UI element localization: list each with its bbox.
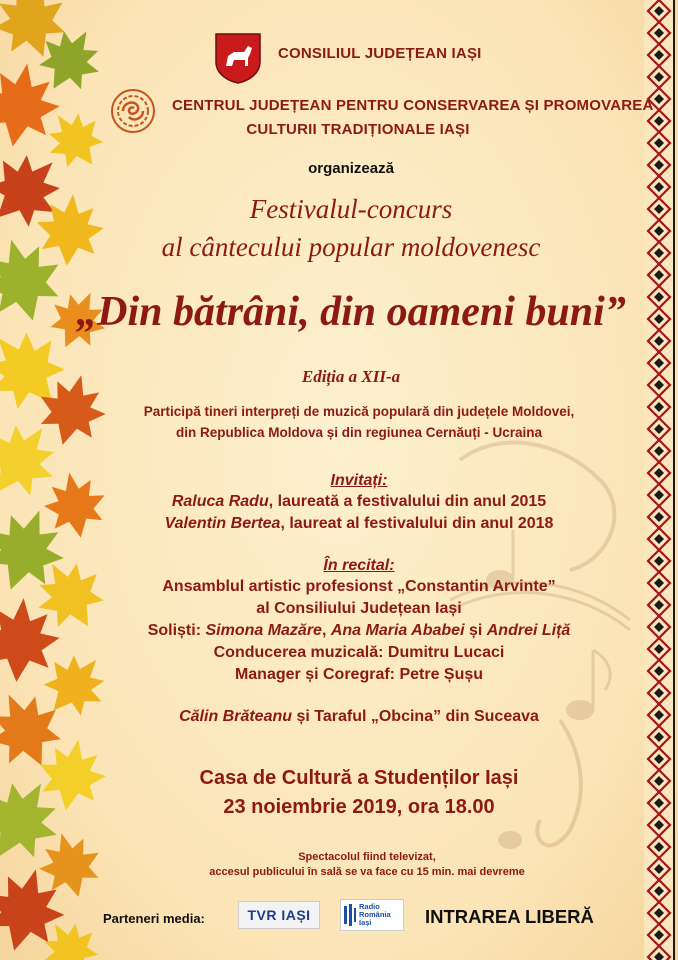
radio-romania-icon — [343, 902, 357, 928]
manager-choreographer: Manager și Coregraf: Petre Șușu — [234, 666, 484, 683]
soloist-3: Andrei Liță — [486, 622, 571, 639]
tvr-iasi-logo-text: TVR IAȘI — [247, 907, 311, 923]
radio-romania-iasi-logo — [340, 899, 404, 931]
cultural-center-name-line1: CENTRUL JUDEȚEAN PENTRU CONSERVAREA ȘI PROMOVAREA — [172, 97, 654, 114]
guest-1-name: Raluca Radu — [171, 493, 269, 510]
radio-logo-line3: Iași — [359, 918, 372, 927]
soloist-2: Ana Maria Ababei — [330, 622, 465, 639]
extra-performer — [0, 708, 678, 726]
soloist-sep-1: , — [321, 622, 331, 639]
participants-line2: din Republica Moldova și din regiunea Cernăuți - Ucraina — [175, 425, 543, 440]
cultural-center-name-line2: CULTURII TRADIȚIONALE IAȘI — [246, 121, 470, 138]
soloists-line — [0, 622, 678, 640]
extra-performer-text: și Taraful „Obcina” din Suceava — [292, 708, 539, 725]
radio-logo-line2: România — [359, 910, 391, 919]
music-direction: Conducerea muzicală: Dumitru Lucaci — [213, 644, 505, 661]
soloist-1: Simona Mazăre — [205, 622, 322, 639]
extra-performer-name: Călin Brăteanu — [179, 708, 293, 725]
venue-place: Casa de Cultură a Studenților Iași — [199, 767, 519, 789]
participants-line1: Participă tineri interpreți de muzică populară din județele Moldovei, — [143, 404, 575, 419]
guest-2 — [0, 515, 678, 533]
festival-name: „Din bătrâni, din oameni buni” — [76, 289, 626, 335]
guest-2-text: , laureat al festivalului din anul 2018 — [280, 515, 554, 532]
festival-title-line2: al cântecului popular moldovenesc — [161, 232, 541, 262]
ensemble-line2: al Consiliului Județean Iași — [256, 600, 462, 617]
recital-heading: În recital: — [323, 557, 395, 574]
venue-date: 23 noiembrie 2019, ora 18.00 — [223, 796, 495, 818]
soloists-label: Soliști: — [147, 622, 206, 639]
guest-1-text: , laureată a festivalului din anul 2015 — [268, 493, 547, 510]
tvr-iasi-logo — [238, 901, 320, 929]
council-name: CONSILIUL JUDEȚEAN IAȘI — [278, 45, 482, 62]
guests-heading: Invitați: — [330, 472, 388, 489]
festival-title-line1: Festivalul-concurs — [249, 194, 453, 224]
free-entry-label: INTRAREA LIBERĂ — [425, 906, 594, 927]
organizes-text: organizează — [308, 160, 394, 177]
edition-label: Ediția a XII-a — [301, 367, 401, 386]
council-coat-of-arms-icon — [214, 32, 262, 84]
ensemble-line1: Ansamblul artistic profesionst „Constantin Arvinte” — [162, 578, 556, 595]
soloist-sep-2: și — [464, 622, 487, 639]
partners-label: Parteneri media: — [103, 911, 205, 926]
note-line2: accesul publicului în sală se va face cu 15 min. mai devreme — [209, 866, 525, 878]
radio-logo-line1: Radio — [359, 902, 380, 911]
note-line1: Spectacolul fiind televizat, — [298, 851, 436, 863]
guest-1 — [0, 493, 678, 511]
guest-2-name: Valentin Bertea — [164, 515, 281, 532]
